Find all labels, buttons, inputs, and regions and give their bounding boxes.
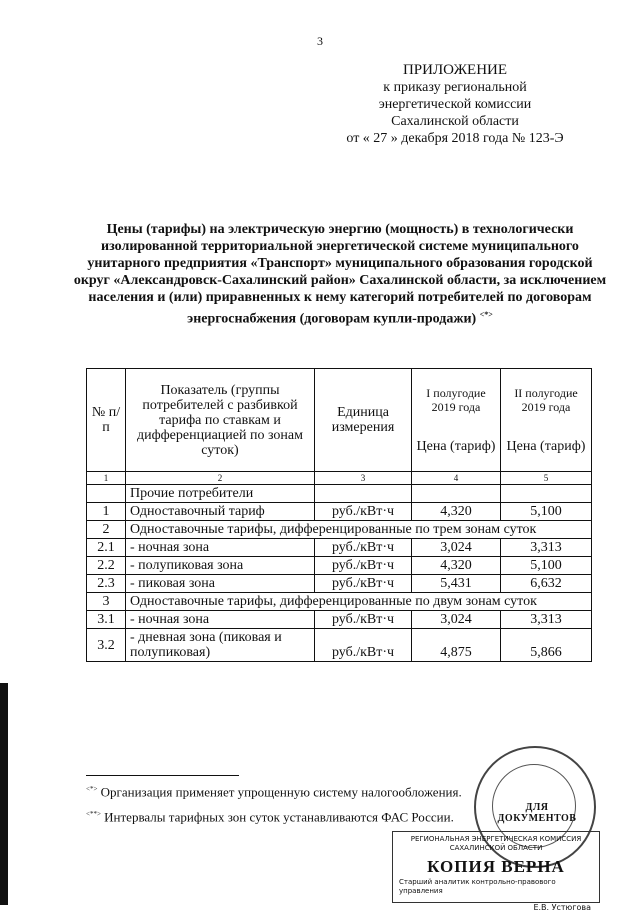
row-price-2: 3,313 — [501, 539, 592, 557]
header-period-1 — [412, 369, 501, 472]
stamp-copy-label: КОПИЯ ВЕРНА — [427, 857, 565, 876]
stamp-signer-name: Е.В. Устюгова — [533, 903, 591, 912]
row-price-2: 5,100 — [501, 557, 592, 575]
row-price-2: 3,313 — [501, 611, 592, 629]
tariff-table — [86, 368, 592, 662]
row-name: - дневная зона (пиковая и полупиковая) — [126, 629, 315, 662]
row-unit: руб./кВт·ч — [315, 557, 412, 575]
copy-certified-stamp — [392, 831, 600, 912]
column-index-5: 5 — [501, 472, 592, 485]
row-name: - ночная зона — [126, 539, 315, 557]
footnote-2-mark: <**> — [86, 810, 101, 819]
section-title: Одноставочные тарифы, дифференцированные по двум зонам суток — [126, 593, 592, 611]
appendix-line-1: к приказу региональной — [383, 80, 527, 95]
row-num: 2.2 — [87, 557, 126, 575]
row-price-1: 4,320 — [412, 503, 501, 521]
scan-edge-shadow — [0, 683, 8, 905]
stamp-organization: РЕГИОНАЛЬНАЯ ЭНЕРГЕТИЧЕСКАЯ КОМИССИЯ САХАЛИНСКОЙ ОБЛАСТИ — [410, 835, 582, 852]
column-index-4: 4 — [412, 472, 501, 485]
header-indicator: Показатель (группы потребителей с разбивкой тарифа по ставкам и дифференциацией по зонам суток) — [126, 369, 315, 472]
section-row — [87, 521, 592, 539]
row-price-1: 3,024 — [412, 611, 501, 629]
row-price-1: 4,320 — [412, 557, 501, 575]
row-price-2: 6,632 — [501, 575, 592, 593]
appendix-header — [330, 62, 580, 147]
footnote-1-text: Организация применяет упрощенную систему налогообложения. — [100, 784, 462, 800]
page-number: 3 — [317, 34, 323, 48]
row-unit: руб./кВт·ч — [315, 611, 412, 629]
row-name: - ночная зона — [126, 611, 315, 629]
footnote-separator — [86, 775, 239, 776]
table-row — [87, 611, 592, 629]
column-index-row — [87, 472, 592, 485]
header-period-2 — [501, 369, 592, 472]
column-index-1: 1 — [87, 472, 126, 485]
column-index-2: 2 — [126, 472, 315, 485]
header-price-2: Цена (тариф) — [506, 439, 586, 454]
stamp-job-title: Старший аналитик контрольно-правового управления — [399, 878, 556, 895]
header-period-2-label: II полугодие 2019 года — [514, 386, 578, 414]
appendix-line-3: Сахалинской области — [391, 114, 519, 129]
row-name: Одноставочный тариф — [126, 503, 315, 521]
row-price-1: 4,875 — [412, 629, 501, 662]
row-unit: руб./кВт·ч — [315, 539, 412, 557]
header-unit: Единица измерения — [315, 369, 412, 472]
header-period-1-label: I полугодие 2019 года — [426, 386, 486, 414]
row-unit: руб./кВт·ч — [315, 503, 412, 521]
title-footnote-mark: <*> — [479, 310, 493, 319]
footnote-1 — [86, 781, 506, 800]
table-row — [87, 557, 592, 575]
row-price-1: 3,024 — [412, 539, 501, 557]
table-header-row — [87, 369, 592, 472]
group-label: Прочие потребители — [126, 485, 315, 503]
table-row — [87, 629, 592, 662]
row-name: - полупиковая зона — [126, 557, 315, 575]
table-row — [87, 503, 592, 521]
row-price-2: 5,866 — [501, 629, 592, 662]
document-title-text: Цены (тарифы) на электрическую энергию (мощность) в технологически изолированной территориальной энергетической системе муниципального унитарного предприятия «Транспорт» муниципального образования городской округ «Александровск-Сахалинский район» Сахалинской области, за исключением населения и (или) приравненных к нему категорий потребителей по договорам энергоснабжения (договорам купли-продажи) — [73, 222, 607, 327]
footnote-2 — [86, 806, 506, 825]
row-num: 3.1 — [87, 611, 126, 629]
row-unit: руб./кВт·ч — [315, 575, 412, 593]
section-num: 2 — [87, 521, 126, 539]
appendix-line-4: от « 27 » декабря 2018 года № 123-Э — [346, 131, 564, 146]
section-row — [87, 593, 592, 611]
section-num: 3 — [87, 593, 126, 611]
row-price-1: 5,431 — [412, 575, 501, 593]
row-num: 2.3 — [87, 575, 126, 593]
row-num: 2.1 — [87, 539, 126, 557]
header-price-1: Цена (тариф) — [416, 439, 496, 454]
appendix-heading: ПРИЛОЖЕНИЕ — [402, 62, 508, 78]
group-row — [87, 485, 592, 503]
row-num: 1 — [87, 503, 126, 521]
seal-for-documents: ДЛЯ ДОКУМЕНТОВ — [497, 802, 577, 824]
footnote-1-mark: <*> — [86, 785, 98, 793]
appendix-line-2: энергетической комиссии — [378, 97, 532, 112]
row-unit: руб./кВт·ч — [315, 629, 412, 662]
table-row — [87, 575, 592, 593]
row-num: 3.2 — [87, 629, 126, 662]
document-title — [70, 221, 610, 328]
footnotes — [86, 781, 506, 832]
row-name: - пиковая зона — [126, 575, 315, 593]
footnote-2-text: Интервалы тарифных зон суток устанавливаются ФАС России. — [104, 809, 454, 825]
row-price-2: 5,100 — [501, 503, 592, 521]
header-num: № п/п — [87, 369, 126, 472]
table-row — [87, 539, 592, 557]
section-title: Одноставочные тарифы, дифференцированные по трем зонам суток — [126, 521, 592, 539]
column-index-3: 3 — [315, 472, 412, 485]
